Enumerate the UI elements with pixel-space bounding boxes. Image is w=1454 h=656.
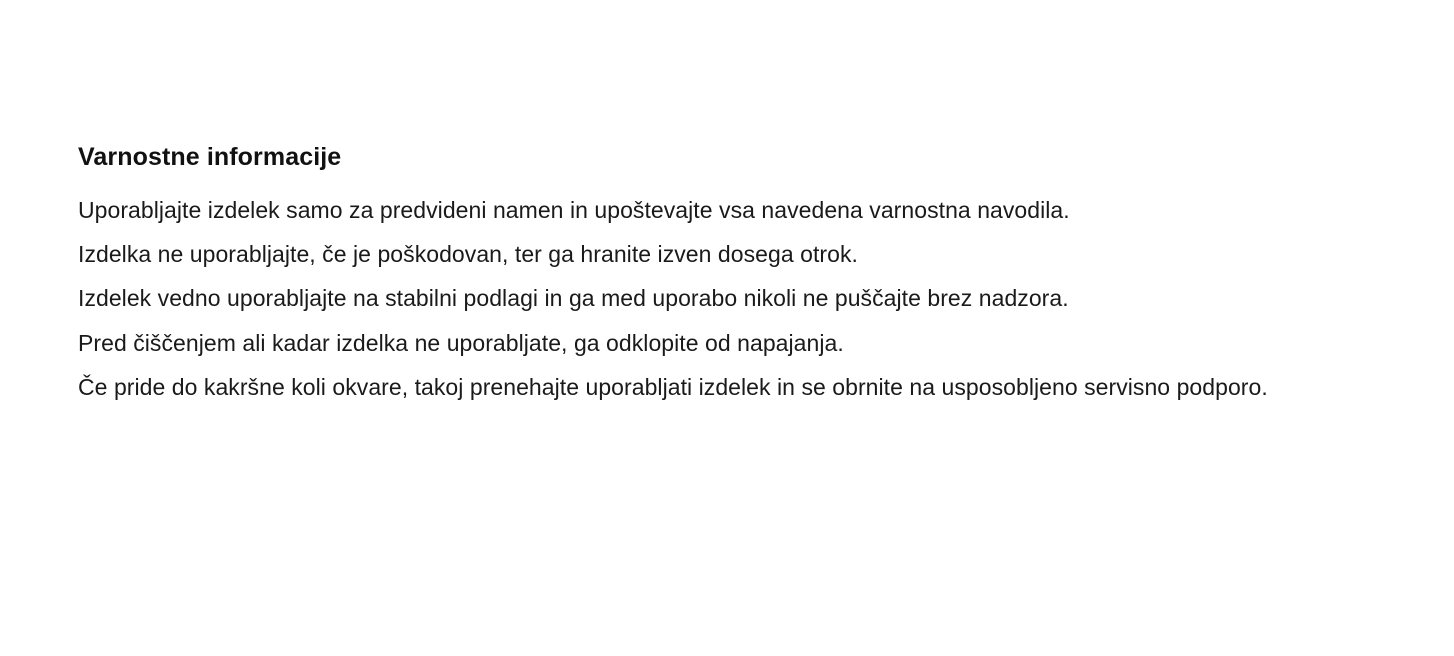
- safety-instruction-line: Če pride do kakršne koli okvare, takoj prenehajte uporabljati izdelek in se obrnite na usposobljeno servisno podporo.: [78, 374, 1268, 400]
- section-heading: Varnostne informacije: [78, 143, 342, 171]
- safety-instruction-line: Pred čiščenjem ali kadar izdelka ne uporabljate, ga odklopite od napajanja.: [78, 329, 844, 356]
- document-content: [78, 140, 1378, 409]
- safety-instruction-line: Izdelek vedno uporabljajte na stabilni podlagi in ga med uporabo nikoli ne puščajte brez nadzora.: [78, 285, 1069, 312]
- safety-instruction-line: Izdelka ne uporabljajte, če je poškodovan, ter ga hranite izven dosega otrok.: [78, 240, 858, 267]
- safety-instruction-line: Uporabljajte izdelek samo za predvideni namen in upoštevajte vsa navedena varnostna navodila.: [78, 196, 1070, 223]
